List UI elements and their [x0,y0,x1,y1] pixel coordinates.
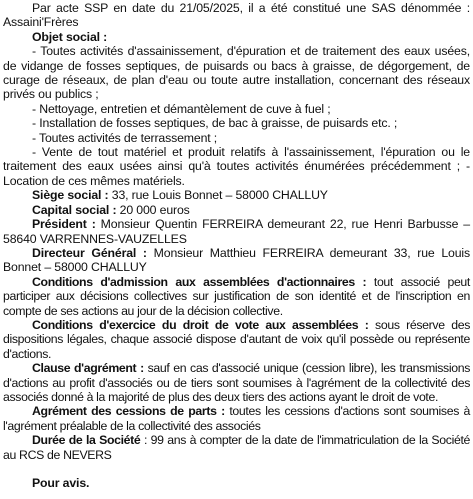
directeur-label: Directeur Général : [32,245,147,260]
vote-paragraph [3,318,470,361]
directeur-paragraph [3,246,470,275]
objet-social-heading [3,30,470,44]
admission-value: tout associé peut participer aux décisions collectives sur justification de son identité et de l'inscription en compte de ses actions au jour de la décision collective. [3,274,470,318]
admission-paragraph [3,275,470,318]
cessions-label: Agrément des cessions de parts : [32,404,225,419]
agrement-label: Clause d'agrément : [32,361,144,376]
siege-social-value: 33, rue Louis Bonnet – 58000 CHALLUY [108,188,328,203]
objet-item-4: - Toutes activités de terrassement ; [32,130,218,145]
agrement-paragraph [3,361,470,404]
duree-label: Durée de la Société [32,433,141,448]
objet-item-5: - Vente de tout matériel et produit relatifs à l'assainissement, l'épuration ou le traitement des eaux usées ainsi qu'à toutes activités énumérées précédemment ; - Location de ces mêmes matériels. [3,145,470,188]
cessions-value: toutes les cessions d'actions sont soumises à l'agrément préalable de la collectivité des associés [3,404,470,433]
capital-social-paragraph [3,203,470,217]
cessions-paragraph [3,404,470,433]
closing-paragraph [3,476,470,490]
admission-label: Conditions d'admission aux assemblées d'actionnaires : [32,274,367,289]
president-label: Président : [32,217,96,232]
objet-item-1: - Toutes activités d'assainissement, d'épuration et de traitement des eaux usées, de vidange de fosses septiques, de puisards ou bacs à graisse, de dégorgement, de curage de réseaux, de plan d'eau ou toute autre installation, concernant des réseaux privés ou publics ; [3,44,470,102]
duree-value: : 99 ans à compter de la date de l'immatriculation de la Société au RCS de NEVERS [3,433,470,462]
president-value: Monsieur Quentin FERREIRA demeurant 22, rue Henri Barbusse – 58640 VARRENNES-VAUZELLES [3,217,470,246]
objet-item-3: - Installation de fosses septiques, de bac à graisse, de puisards etc. ; [32,116,398,131]
siege-social-paragraph [3,188,470,202]
intro-paragraph: Par acte SSP en date du 21/05/2025, il a été constitué une SAS dénommée : Assaini'Frères [3,1,470,30]
capital-social-value: 20 000 euros [116,202,190,217]
siege-social-label: Siège social : [32,188,109,203]
president-paragraph [3,217,470,246]
closing-text: Pour avis. [32,476,90,491]
vote-value: sous réserve des dispositions légales, chaque associé dispose d'autant de voix qu'il possède ou représente d'actions. [3,317,470,361]
objet-item-2: - Nettoyage, entretien et démantèlement de cuve à fuel ; [32,101,331,116]
directeur-value: Monsieur Matthieu FERREIRA demeurant 33, rue Louis Bonnet – 58000 CHALLUY [3,245,470,275]
vote-label: Conditions d'exercice du droit de vote aux assemblées : [32,317,369,332]
agrement-value: sauf en cas d'associé unique (cession libre), les transmissions d'actions au profit d'associés ou de tiers sont soumises à l'agrément de la collectivité des associés donné à la majorité de plus des deux tiers des actions ayant le droit de vote. [3,361,470,404]
capital-social-label: Capital social : [32,202,117,217]
duree-paragraph [3,433,470,462]
objet-social-label: Objet social : [32,29,108,44]
